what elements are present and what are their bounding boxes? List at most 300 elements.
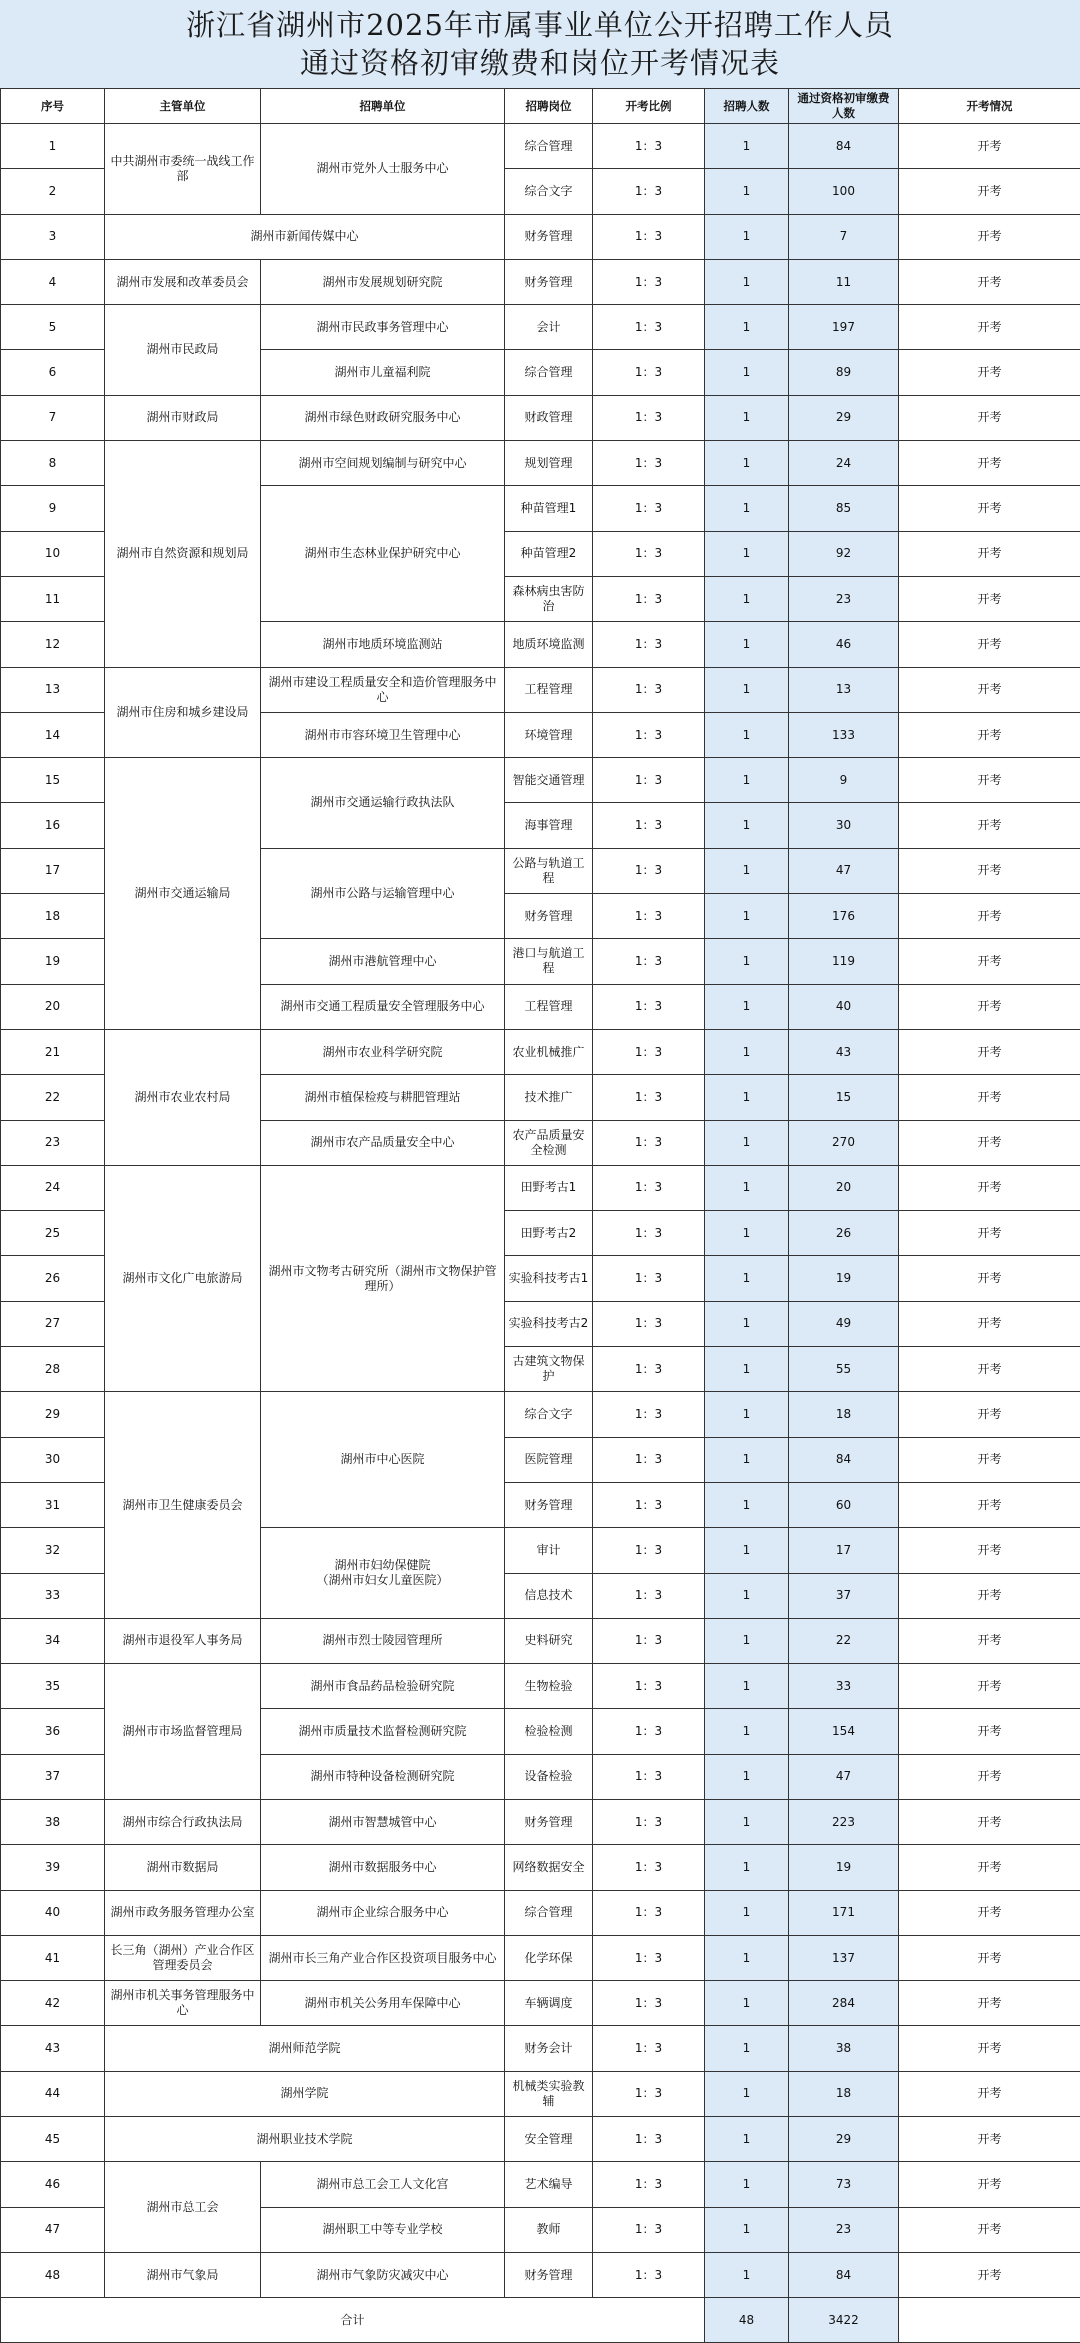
cell-status: 开考 <box>899 2117 1080 2162</box>
cell-passed: 23 <box>789 2207 899 2252</box>
cell-passed: 20 <box>789 1165 899 1210</box>
cell-ratio: 1：3 <box>593 1256 705 1301</box>
cell-recruit: 1 <box>705 2207 789 2252</box>
cell-passed: 49 <box>789 1301 899 1346</box>
cell-seq: 39 <box>1 1845 105 1890</box>
cell-position: 安全管理 <box>505 2117 593 2162</box>
cell-passed: 24 <box>789 441 899 486</box>
cell-passed: 100 <box>789 169 899 214</box>
cell-position: 网络数据安全 <box>505 1845 593 1890</box>
table-row <box>1 2117 1080 2162</box>
cell-passed: 33 <box>789 1664 899 1709</box>
cell-status: 开考 <box>899 1256 1080 1301</box>
cell-ratio: 1：3 <box>593 2117 705 2162</box>
cell-position: 史料研究 <box>505 1618 593 1663</box>
cell-passed: 47 <box>789 848 899 893</box>
cell-position: 综合管理 <box>505 124 593 169</box>
table-row <box>1 1799 1080 1844</box>
header-ratio: 开考比例 <box>593 89 705 124</box>
cell-ratio: 1：3 <box>593 1075 705 1120</box>
cell-ratio: 1：3 <box>593 1664 705 1709</box>
cell-passed: 37 <box>789 1573 899 1618</box>
cell-seq: 19 <box>1 939 105 984</box>
cell-ratio: 1：3 <box>593 1618 705 1663</box>
cell-supervisor: 湖州市文化广电旅游局 <box>105 1165 261 1391</box>
cell-recruit: 1 <box>705 2071 789 2116</box>
cell-position: 工程管理 <box>505 667 593 712</box>
cell-position: 会计 <box>505 305 593 350</box>
cell-recruit: 1 <box>705 1347 789 1392</box>
cell-unit: 湖州市交通运输行政执法队 <box>261 758 505 849</box>
cell-position: 港口与航道工程 <box>505 939 593 984</box>
cell-passed: 60 <box>789 1482 899 1527</box>
cell-position: 智能交通管理 <box>505 758 593 803</box>
cell-unit: 湖州市气象防灾减灾中心 <box>261 2252 505 2297</box>
cell-position: 田野考古2 <box>505 1211 593 1256</box>
cell-seq: 20 <box>1 984 105 1029</box>
cell-supervisor: 湖州市交通运输局 <box>105 758 261 1030</box>
cell-ratio: 1：3 <box>593 1845 705 1890</box>
table-row <box>1 2162 1080 2207</box>
cell-seq: 33 <box>1 1573 105 1618</box>
table-row <box>1 667 1080 712</box>
cell-unit: 湖州市总工会工人文化宫 <box>261 2162 505 2207</box>
cell-ratio: 1：3 <box>593 1347 705 1392</box>
cell-status: 开考 <box>899 1029 1080 1074</box>
cell-seq: 17 <box>1 848 105 893</box>
cell-passed: 176 <box>789 894 899 939</box>
cell-unit: 湖州市食品药品检验研究院 <box>261 1664 505 1709</box>
cell-passed: 89 <box>789 350 899 395</box>
cell-seq: 28 <box>1 1347 105 1392</box>
cell-status: 开考 <box>899 1165 1080 1210</box>
cell-status: 开考 <box>899 395 1080 440</box>
cell-recruit: 1 <box>705 2252 789 2297</box>
cell-status: 开考 <box>899 531 1080 576</box>
table-row <box>1 1029 1080 1074</box>
table-row <box>1 1392 1080 1437</box>
cell-passed: 73 <box>789 2162 899 2207</box>
cell-unit: 湖州市植保检疫与耕肥管理站 <box>261 1075 505 1120</box>
cell-passed: 197 <box>789 305 899 350</box>
header-position: 招聘岗位 <box>505 89 593 124</box>
cell-recruit: 1 <box>705 667 789 712</box>
cell-unit: 湖州市特种设备检测研究院 <box>261 1754 505 1799</box>
cell-position: 车辆调度 <box>505 1981 593 2026</box>
cell-passed: 46 <box>789 622 899 667</box>
table-row <box>1 1890 1080 1935</box>
cell-status: 开考 <box>899 622 1080 667</box>
cell-passed: 284 <box>789 1981 899 2026</box>
cell-passed: 47 <box>789 1754 899 1799</box>
cell-recruit: 1 <box>705 1845 789 1890</box>
table-row <box>1 1165 1080 1210</box>
table-row <box>1 2071 1080 2116</box>
cell-position: 公路与轨道工程 <box>505 848 593 893</box>
cell-passed: 119 <box>789 939 899 984</box>
cell-unit: 湖州市农业科学研究院 <box>261 1029 505 1074</box>
cell-unit: 湖州市民政事务管理中心 <box>261 305 505 350</box>
cell-position: 艺术编导 <box>505 2162 593 2207</box>
cell-unit: 湖州市公路与运输管理中心 <box>261 848 505 939</box>
cell-unit: 湖州市建设工程质量安全和造价管理服务中心 <box>261 667 505 712</box>
cell-passed: 270 <box>789 1120 899 1165</box>
cell-status: 开考 <box>899 1482 1080 1527</box>
cell-recruit: 1 <box>705 1437 789 1482</box>
cell-supervisor: 湖州市卫生健康委员会 <box>105 1392 261 1618</box>
cell-unit: 湖州市生态林业保护研究中心 <box>261 486 505 622</box>
cell-supervisor: 湖州市发展和改革委员会 <box>105 259 261 304</box>
cell-position: 设备检验 <box>505 1754 593 1799</box>
cell-unit: 湖州市发展规划研究院 <box>261 259 505 304</box>
cell-status: 开考 <box>899 1799 1080 1844</box>
cell-seq: 41 <box>1 1935 105 1980</box>
cell-supervisor: 湖州师范学院 <box>105 2026 505 2071</box>
cell-status: 开考 <box>899 1528 1080 1573</box>
cell-unit: 湖州市市容环境卫生管理中心 <box>261 712 505 757</box>
cell-supervisor: 湖州市民政局 <box>105 305 261 396</box>
cell-seq: 13 <box>1 667 105 712</box>
total-passed: 3422 <box>789 2298 899 2343</box>
cell-ratio: 1：3 <box>593 1392 705 1437</box>
table-row <box>1 305 1080 350</box>
cell-passed: 43 <box>789 1029 899 1074</box>
cell-position: 化学环保 <box>505 1935 593 1980</box>
cell-passed: 23 <box>789 576 899 621</box>
cell-supervisor: 湖州市农业农村局 <box>105 1029 261 1165</box>
cell-recruit: 1 <box>705 894 789 939</box>
cell-recruit: 1 <box>705 214 789 259</box>
cell-seq: 42 <box>1 1981 105 2026</box>
cell-ratio: 1：3 <box>593 1754 705 1799</box>
cell-ratio: 1：3 <box>593 939 705 984</box>
cell-supervisor: 湖州市退役军人事务局 <box>105 1618 261 1663</box>
cell-recruit: 1 <box>705 622 789 667</box>
cell-position: 种苗管理1 <box>505 486 593 531</box>
cell-supervisor: 湖州学院 <box>105 2071 505 2116</box>
cell-status: 开考 <box>899 259 1080 304</box>
cell-unit: 湖州市农产品质量安全中心 <box>261 1120 505 1165</box>
cell-ratio: 1：3 <box>593 984 705 1029</box>
cell-seq: 5 <box>1 305 105 350</box>
cell-passed: 19 <box>789 1845 899 1890</box>
header-seq: 序号 <box>1 89 105 124</box>
cell-ratio: 1：3 <box>593 305 705 350</box>
cell-position: 田野考古1 <box>505 1165 593 1210</box>
cell-ratio: 1：3 <box>593 667 705 712</box>
cell-passed: 26 <box>789 1211 899 1256</box>
cell-status: 开考 <box>899 939 1080 984</box>
table-row <box>1 2026 1080 2071</box>
cell-ratio: 1：3 <box>593 1799 705 1844</box>
cell-supervisor: 湖州市财政局 <box>105 395 261 440</box>
cell-status: 开考 <box>899 350 1080 395</box>
cell-recruit: 1 <box>705 124 789 169</box>
cell-recruit: 1 <box>705 486 789 531</box>
cell-seq: 7 <box>1 395 105 440</box>
header-passed: 通过资格初审缴费人数 <box>789 89 899 124</box>
cell-seq: 36 <box>1 1709 105 1754</box>
cell-unit: 湖州市绿色财政研究服务中心 <box>261 395 505 440</box>
cell-ratio: 1：3 <box>593 124 705 169</box>
cell-passed: 55 <box>789 1347 899 1392</box>
cell-passed: 17 <box>789 1528 899 1573</box>
cell-supervisor: 湖州市综合行政执法局 <box>105 1799 261 1844</box>
cell-ratio: 1：3 <box>593 2071 705 2116</box>
cell-seq: 4 <box>1 259 105 304</box>
cell-recruit: 1 <box>705 1935 789 1980</box>
cell-status: 开考 <box>899 712 1080 757</box>
cell-status: 开考 <box>899 2071 1080 2116</box>
cell-passed: 18 <box>789 1392 899 1437</box>
cell-status: 开考 <box>899 1301 1080 1346</box>
cell-status: 开考 <box>899 2207 1080 2252</box>
cell-status: 开考 <box>899 848 1080 893</box>
cell-passed: 7 <box>789 214 899 259</box>
cell-ratio: 1：3 <box>593 894 705 939</box>
cell-seq: 3 <box>1 214 105 259</box>
cell-status: 开考 <box>899 1347 1080 1392</box>
cell-recruit: 1 <box>705 1301 789 1346</box>
cell-passed: 137 <box>789 1935 899 1980</box>
cell-recruit: 1 <box>705 350 789 395</box>
cell-ratio: 1：3 <box>593 848 705 893</box>
table-row <box>1 1845 1080 1890</box>
cell-passed: 9 <box>789 758 899 803</box>
cell-recruit: 1 <box>705 1981 789 2026</box>
cell-ratio: 1：3 <box>593 2162 705 2207</box>
cell-seq: 8 <box>1 441 105 486</box>
cell-seq: 10 <box>1 531 105 576</box>
cell-ratio: 1：3 <box>593 1301 705 1346</box>
cell-status: 开考 <box>899 1981 1080 2026</box>
cell-unit: 湖州市港航管理中心 <box>261 939 505 984</box>
cell-passed: 30 <box>789 803 899 848</box>
cell-ratio: 1：3 <box>593 803 705 848</box>
cell-recruit: 1 <box>705 441 789 486</box>
cell-status: 开考 <box>899 214 1080 259</box>
cell-passed: 18 <box>789 2071 899 2116</box>
cell-ratio: 1：3 <box>593 2252 705 2297</box>
total-status <box>899 2298 1080 2343</box>
header-recruit: 招聘人数 <box>705 89 789 124</box>
cell-recruit: 1 <box>705 2162 789 2207</box>
cell-ratio: 1：3 <box>593 1981 705 2026</box>
cell-recruit: 1 <box>705 803 789 848</box>
cell-ratio: 1：3 <box>593 1709 705 1754</box>
cell-seq: 6 <box>1 350 105 395</box>
cell-position: 森林病虫害防治 <box>505 576 593 621</box>
cell-seq: 25 <box>1 1211 105 1256</box>
cell-unit: 湖州市中心医院 <box>261 1392 505 1528</box>
cell-seq: 38 <box>1 1799 105 1844</box>
table-row <box>1 441 1080 486</box>
cell-recruit: 1 <box>705 576 789 621</box>
cell-unit: 湖州市空间规划编制与研究中心 <box>261 441 505 486</box>
cell-status: 开考 <box>899 894 1080 939</box>
cell-status: 开考 <box>899 305 1080 350</box>
cell-seq: 9 <box>1 486 105 531</box>
table-row <box>1 758 1080 803</box>
cell-position: 财务管理 <box>505 1482 593 1527</box>
header-unit: 招聘单位 <box>261 89 505 124</box>
cell-supervisor: 湖州市数据局 <box>105 1845 261 1890</box>
cell-passed: 92 <box>789 531 899 576</box>
cell-position: 综合管理 <box>505 1890 593 1935</box>
cell-status: 开考 <box>899 1392 1080 1437</box>
table-title <box>0 0 1080 89</box>
cell-ratio: 1：3 <box>593 1120 705 1165</box>
cell-ratio: 1：3 <box>593 1890 705 1935</box>
cell-position: 综合文字 <box>505 169 593 214</box>
cell-status: 开考 <box>899 124 1080 169</box>
cell-position: 综合文字 <box>505 1392 593 1437</box>
cell-unit: 湖州市长三角产业合作区投资项目服务中心 <box>261 1935 505 1980</box>
cell-seq: 32 <box>1 1528 105 1573</box>
cell-seq: 48 <box>1 2252 105 2297</box>
cell-unit: 湖州市交通工程质量安全管理服务中心 <box>261 984 505 1029</box>
cell-status: 开考 <box>899 803 1080 848</box>
cell-recruit: 1 <box>705 531 789 576</box>
total-recruit: 48 <box>705 2298 789 2343</box>
cell-position: 海事管理 <box>505 803 593 848</box>
cell-ratio: 1：3 <box>593 1029 705 1074</box>
cell-ratio: 1：3 <box>593 2026 705 2071</box>
table-row <box>1 395 1080 440</box>
cell-passed: 154 <box>789 1709 899 1754</box>
cell-unit: 湖州市数据服务中心 <box>261 1845 505 1890</box>
cell-supervisor: 湖州市机关事务管理服务中心 <box>105 1981 261 2026</box>
cell-unit: 湖州市文物考古研究所（湖州市文物保护管理所） <box>261 1165 505 1391</box>
cell-ratio: 1：3 <box>593 1437 705 1482</box>
cell-seq: 30 <box>1 1437 105 1482</box>
cell-status: 开考 <box>899 1890 1080 1935</box>
cell-position: 机械类实验教辅 <box>505 2071 593 2116</box>
cell-passed: 29 <box>789 395 899 440</box>
cell-position: 财务管理 <box>505 2252 593 2297</box>
cell-seq: 16 <box>1 803 105 848</box>
cell-position: 工程管理 <box>505 984 593 1029</box>
cell-status: 开考 <box>899 1754 1080 1799</box>
cell-position: 生物检验 <box>505 1664 593 1709</box>
cell-status: 开考 <box>899 1437 1080 1482</box>
table-row <box>1 124 1080 169</box>
cell-position: 实验科技考古2 <box>505 1301 593 1346</box>
cell-passed: 22 <box>789 1618 899 1663</box>
cell-ratio: 1：3 <box>593 1528 705 1573</box>
cell-passed: 84 <box>789 1437 899 1482</box>
cell-recruit: 1 <box>705 712 789 757</box>
cell-supervisor: 湖州市自然资源和规划局 <box>105 441 261 667</box>
cell-passed: 29 <box>789 2117 899 2162</box>
title-line-1: 浙江省湖州市2025年市属事业单位公开招聘工作人员 <box>186 6 894 44</box>
cell-status: 开考 <box>899 758 1080 803</box>
cell-seq: 44 <box>1 2071 105 2116</box>
cell-status: 开考 <box>899 2162 1080 2207</box>
cell-unit: 湖州职工中等专业学校 <box>261 2207 505 2252</box>
cell-seq: 15 <box>1 758 105 803</box>
cell-position: 财务会计 <box>505 2026 593 2071</box>
cell-position: 古建筑文物保护 <box>505 1347 593 1392</box>
cell-unit: 湖州市烈士陵园管理所 <box>261 1618 505 1663</box>
cell-recruit: 1 <box>705 1528 789 1573</box>
cell-position: 财务管理 <box>505 214 593 259</box>
cell-passed: 133 <box>789 712 899 757</box>
cell-passed: 11 <box>789 259 899 304</box>
cell-seq: 47 <box>1 2207 105 2252</box>
cell-seq: 24 <box>1 1165 105 1210</box>
cell-ratio: 1：3 <box>593 395 705 440</box>
cell-recruit: 1 <box>705 1799 789 1844</box>
cell-seq: 31 <box>1 1482 105 1527</box>
cell-passed: 15 <box>789 1075 899 1120</box>
cell-ratio: 1：3 <box>593 214 705 259</box>
cell-seq: 35 <box>1 1664 105 1709</box>
table-body <box>1 124 1080 2343</box>
cell-status: 开考 <box>899 2252 1080 2297</box>
header-row <box>1 89 1080 124</box>
cell-seq: 26 <box>1 1256 105 1301</box>
cell-ratio: 1：3 <box>593 622 705 667</box>
cell-position: 财务管理 <box>505 259 593 304</box>
cell-status: 开考 <box>899 1573 1080 1618</box>
cell-seq: 40 <box>1 1890 105 1935</box>
cell-recruit: 1 <box>705 1120 789 1165</box>
cell-status: 开考 <box>899 1845 1080 1890</box>
cell-unit: 湖州市质量技术监督检测研究院 <box>261 1709 505 1754</box>
cell-ratio: 1：3 <box>593 1211 705 1256</box>
cell-status: 开考 <box>899 667 1080 712</box>
cell-recruit: 1 <box>705 259 789 304</box>
cell-passed: 40 <box>789 984 899 1029</box>
cell-seq: 27 <box>1 1301 105 1346</box>
cell-seq: 23 <box>1 1120 105 1165</box>
cell-position: 检验检测 <box>505 1709 593 1754</box>
cell-ratio: 1：3 <box>593 1482 705 1527</box>
cell-recruit: 1 <box>705 1075 789 1120</box>
cell-passed: 171 <box>789 1890 899 1935</box>
table-row <box>1 1618 1080 1663</box>
cell-passed: 13 <box>789 667 899 712</box>
cell-status: 开考 <box>899 1211 1080 1256</box>
cell-position: 规划管理 <box>505 441 593 486</box>
cell-recruit: 1 <box>705 169 789 214</box>
cell-recruit: 1 <box>705 1664 789 1709</box>
cell-position: 环境管理 <box>505 712 593 757</box>
cell-seq: 12 <box>1 622 105 667</box>
cell-supervisor: 湖州市住房和城乡建设局 <box>105 667 261 758</box>
cell-ratio: 1：3 <box>593 169 705 214</box>
cell-recruit: 1 <box>705 1392 789 1437</box>
cell-status: 开考 <box>899 1664 1080 1709</box>
cell-position: 信息技术 <box>505 1573 593 1618</box>
cell-position: 医院管理 <box>505 1437 593 1482</box>
cell-position: 财务管理 <box>505 1799 593 1844</box>
cell-passed: 19 <box>789 1256 899 1301</box>
cell-seq: 18 <box>1 894 105 939</box>
table-row <box>1 1935 1080 1980</box>
cell-position: 审计 <box>505 1528 593 1573</box>
recruitment-table <box>0 88 1080 2343</box>
cell-position: 技术推广 <box>505 1075 593 1120</box>
cell-ratio: 1：3 <box>593 1573 705 1618</box>
cell-unit: 湖州市党外人士服务中心 <box>261 124 505 215</box>
cell-supervisor: 湖州市新闻传媒中心 <box>105 214 505 259</box>
cell-status: 开考 <box>899 1120 1080 1165</box>
cell-supervisor: 湖州市气象局 <box>105 2252 261 2297</box>
cell-unit: 湖州市企业综合服务中心 <box>261 1890 505 1935</box>
header-supervisor: 主管单位 <box>105 89 261 124</box>
